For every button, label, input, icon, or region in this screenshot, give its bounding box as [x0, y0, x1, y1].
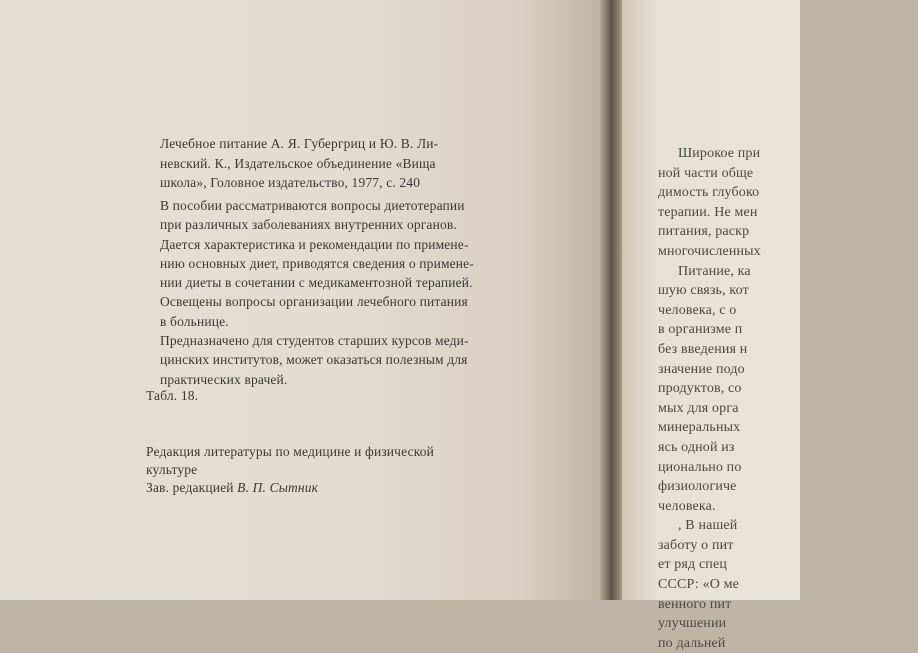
right-line: Питание, ка [678, 263, 751, 279]
right-line: , В нашей [678, 518, 738, 534]
description-line: Дается характеристика и рекомендации по примене- [160, 236, 469, 252]
editorial-line: культуре [146, 462, 198, 477]
right-line: продуктов, со [658, 381, 742, 397]
right-line: СССР: «О ме [658, 577, 740, 593]
description-line: при различных заболеваниях внутренних органов. [160, 217, 457, 233]
abstract-line: невский. К., Издательское объединение «Вища [160, 155, 436, 171]
right-line: многочисленных [658, 243, 761, 259]
bibliographic-abstract [160, 134, 560, 193]
abstract-line: школа», Головное издательство, 1977, с. 240 [160, 175, 421, 190]
right-line: питания, раскр [658, 224, 750, 240]
right-line: по дальней [658, 635, 726, 651]
right-line: терапии. Не мен [658, 204, 758, 220]
right-line: ционально по [658, 459, 742, 475]
description-line: в больнице. [160, 313, 229, 329]
right-line: мых для орга [658, 400, 739, 416]
right-line: человека. [658, 498, 716, 514]
audience-line: Предназначено для студентов старших курсов меди- [160, 333, 469, 349]
audience-line: практических врачей. [160, 371, 288, 387]
audience-line: цинских институтов, может оказаться полезным для [160, 352, 468, 368]
right-line: ет ряд спец [658, 557, 727, 573]
description-line: Освещены вопросы организации лечебного питания [160, 294, 468, 310]
editor-label: Зав. редакцией [146, 480, 234, 495]
right-line: без введения н [658, 341, 748, 357]
right-line: в организме п [658, 322, 743, 338]
description-line: В пособии рассматриваются вопросы диетотерапии [160, 198, 465, 213]
right-page [622, 0, 800, 651]
right-line: минеральных [658, 420, 741, 436]
editorial-info [146, 442, 566, 496]
right-line: шую связь, кот [658, 283, 749, 299]
editorial-line: Редакция литературы по медицине и физической [146, 444, 435, 459]
right-line: значение подо [658, 361, 745, 377]
right-line: Широкое при [678, 146, 761, 161]
right-line: заботу о пит [658, 537, 734, 553]
abstract-line: Лечебное питание А. Я. Губергриц и Ю. В. Ли- [160, 136, 439, 151]
right-line: венного пит [658, 596, 732, 612]
tables-note: Табл. 18. [146, 388, 199, 403]
right-line: улучшении [658, 616, 727, 632]
right-line: ясь одной из [658, 439, 735, 455]
right-page-text [658, 144, 918, 653]
editor-name: В. П. Сытник [237, 480, 319, 495]
right-line: человека, с о [658, 302, 737, 318]
editor-credit [146, 478, 566, 496]
right-line: ной части обще [658, 165, 754, 181]
description-line: нию основных диет, приводятся сведения о примене- [160, 255, 474, 271]
description-line: нии диеты в сочетании с медикаментозной терапией. [160, 275, 473, 291]
book-description [160, 196, 560, 389]
right-line: физиологиче [658, 479, 737, 495]
right-line: димость глубоко [658, 185, 760, 201]
